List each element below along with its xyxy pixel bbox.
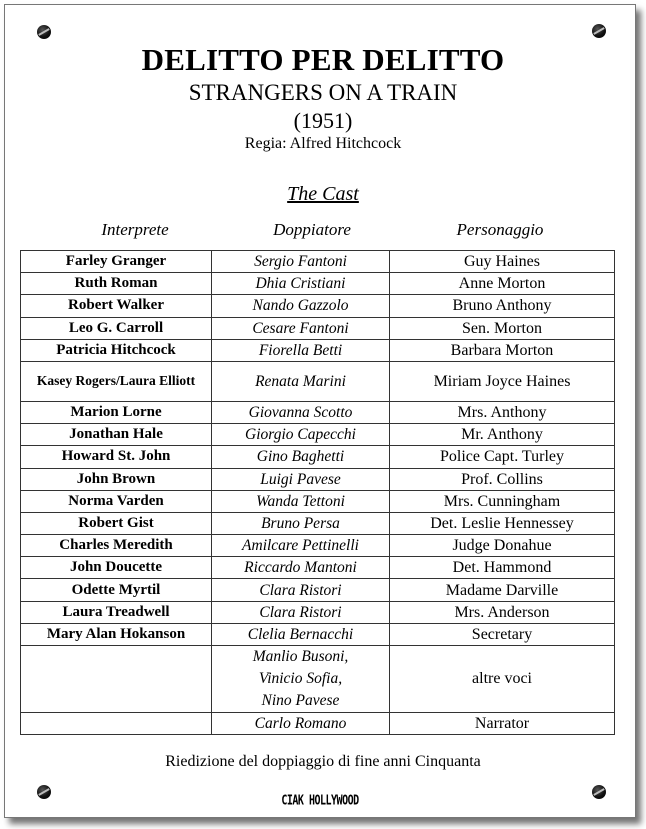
actor-cell: Odette Myrtil xyxy=(21,579,212,601)
table-row xyxy=(21,424,615,446)
dubber-cell: Gino Baghetti xyxy=(212,446,390,468)
column-header-character: Personaggio xyxy=(456,220,544,239)
table-row xyxy=(21,317,615,339)
table-row xyxy=(21,623,615,645)
dubber-cell: Fiorella Betti xyxy=(212,339,390,361)
actor-cell: Robert Gist xyxy=(21,512,212,534)
character-cell: Anne Morton xyxy=(390,273,615,295)
dubber-cell: Bruno Persa xyxy=(212,512,390,534)
actor-cell: Charles Meredith xyxy=(21,535,212,557)
dubber-cell: Clara Ristori xyxy=(212,601,390,623)
table-row xyxy=(21,401,615,423)
character-cell: Det. Hammond xyxy=(390,557,615,579)
dubber-cell: Clara Ristori xyxy=(212,579,390,601)
page-title: DELITTO PER DELITTO xyxy=(141,42,505,77)
column-header-dubber: Doppiatore xyxy=(273,220,351,239)
dubber-cell: Giovanna Scotto xyxy=(212,401,390,423)
release-year: (1951) xyxy=(293,108,353,133)
character-cell: Bruno Anthony xyxy=(390,295,615,317)
screw-icon-top-right xyxy=(592,24,606,38)
cast-heading: The Cast xyxy=(287,183,359,205)
actor-cell: John Brown xyxy=(21,468,212,490)
dubber-cell: Riccardo Mantoni xyxy=(212,557,390,579)
character-cell: Det. Leslie Hennessey xyxy=(390,512,615,534)
dubber-line: Manlio Busoni, xyxy=(252,648,349,665)
table-row xyxy=(21,273,615,295)
table-row xyxy=(21,468,615,490)
dubber-cell: Renata Marini xyxy=(212,361,390,401)
table-row xyxy=(21,361,615,401)
actor-cell: Kasey Rogers/Laura Elliott xyxy=(21,361,212,401)
actor-cell: Jonathan Hale xyxy=(21,424,212,446)
dubber-cell: Luigi Pavese xyxy=(212,468,390,490)
dubber-cell: Giorgio Capecchi xyxy=(212,424,390,446)
screw-icon-top-left xyxy=(37,25,51,39)
character-cell: Narrator xyxy=(390,713,615,735)
actor-cell: Patricia Hitchcock xyxy=(21,339,212,361)
footnote: Riedizione del doppiaggio di fine anni Cinquanta xyxy=(165,753,481,770)
actor-cell: Ruth Roman xyxy=(21,273,212,295)
actor-cell: Laura Treadwell xyxy=(21,601,212,623)
character-cell: Mrs. Anderson xyxy=(390,601,615,623)
actor-cell: Norma Varden xyxy=(21,490,212,512)
actor-cell: Leo G. Carroll xyxy=(21,317,212,339)
character-cell: Miriam Joyce Haines xyxy=(390,361,615,401)
actor-cell: Robert Walker xyxy=(21,295,212,317)
table-row xyxy=(21,646,615,713)
original-title: STRANGERS ON A TRAIN xyxy=(188,80,458,105)
character-cell: Secretary xyxy=(390,623,615,645)
dubber-cell: Dhia Cristiani xyxy=(212,273,390,295)
character-cell: Guy Haines xyxy=(390,251,615,273)
table-row xyxy=(21,601,615,623)
table-row xyxy=(21,535,615,557)
ciak-hollywood-logo: CIAK HOLLYWOOD xyxy=(281,794,359,809)
dubber-cell: Clelia Bernacchi xyxy=(212,623,390,645)
actor-cell: Howard St. John xyxy=(21,446,212,468)
character-cell: Barbara Morton xyxy=(390,339,615,361)
character-cell: Mr. Anthony xyxy=(390,424,615,446)
character-cell: Judge Donahue xyxy=(390,535,615,557)
dubber-cell: Wanda Tettoni xyxy=(212,490,390,512)
screw-icon-bottom-right xyxy=(592,785,606,799)
director-line: Regia: Alfred Hitchcock xyxy=(244,135,402,152)
dubber-cell: Amilcare Pettinelli xyxy=(212,535,390,557)
dubber-line: Nino Pavese xyxy=(261,692,340,709)
character-cell: Mrs. Cunningham xyxy=(390,490,615,512)
table-row xyxy=(21,713,615,735)
actor-cell: John Doucette xyxy=(21,557,212,579)
actor-cell: Marion Lorne xyxy=(21,401,212,423)
dubber-line: Vinicio Sofia, xyxy=(258,670,343,687)
dubber-cell: Cesare Fantoni xyxy=(212,317,390,339)
table-row xyxy=(21,557,615,579)
table-row xyxy=(21,512,615,534)
actor-cell: Farley Granger xyxy=(21,251,212,273)
character-cell: altre voci xyxy=(390,646,615,713)
dubber-cell xyxy=(212,646,390,713)
character-cell: Madame Darville xyxy=(390,579,615,601)
screw-icon-bottom-left xyxy=(37,785,51,799)
table-row xyxy=(21,490,615,512)
actor-cell-empty xyxy=(21,713,212,735)
dubber-cell: Sergio Fantoni xyxy=(212,251,390,273)
character-cell: Sen. Morton xyxy=(390,317,615,339)
actor-cell: Mary Alan Hokanson xyxy=(21,623,212,645)
dubber-cell: Carlo Romano xyxy=(212,713,390,735)
dubber-cell: Nando Gazzolo xyxy=(212,295,390,317)
cast-table xyxy=(20,250,615,735)
table-row xyxy=(21,579,615,601)
table-row xyxy=(21,251,615,273)
table-row xyxy=(21,339,615,361)
actor-cell-empty xyxy=(21,646,212,713)
character-cell: Prof. Collins xyxy=(390,468,615,490)
character-cell: Police Capt. Turley xyxy=(390,446,615,468)
character-cell: Mrs. Anthony xyxy=(390,401,615,423)
column-header-actor: Interprete xyxy=(101,220,169,239)
table-row xyxy=(21,446,615,468)
table-row xyxy=(21,295,615,317)
